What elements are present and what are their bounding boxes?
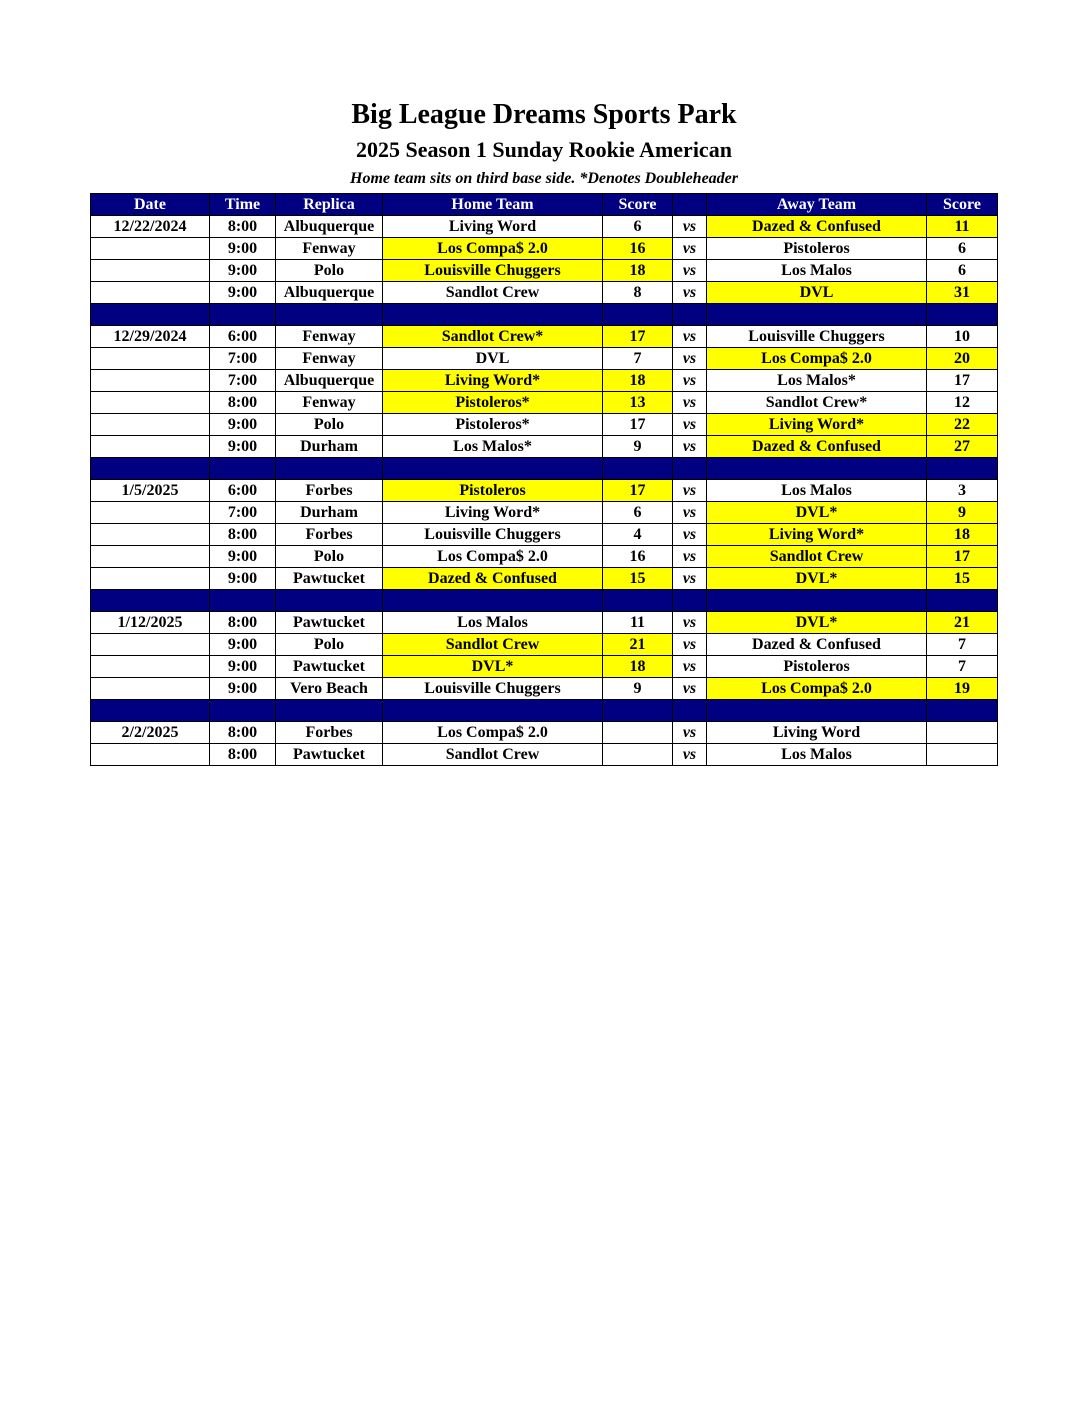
away-score-cell: 10 [927, 326, 998, 348]
table-row [91, 216, 998, 238]
home-score-cell: 13 [603, 392, 673, 414]
home-score-cell [603, 744, 673, 766]
date-cell [91, 370, 210, 392]
home-team-cell: Pistoleros* [383, 414, 603, 436]
away-score-cell: 9 [927, 502, 998, 524]
separator-cell [707, 700, 927, 722]
separator-row [91, 590, 998, 612]
separator-cell [91, 458, 210, 480]
time-cell: 9:00 [210, 656, 276, 678]
separator-cell [383, 700, 603, 722]
home-team-cell: Sandlot Crew* [383, 326, 603, 348]
time-cell: 7:00 [210, 502, 276, 524]
table-row [91, 722, 998, 744]
time-cell: 9:00 [210, 414, 276, 436]
away-team-cell: Living Word* [707, 524, 927, 546]
time-cell: 9:00 [210, 634, 276, 656]
date-cell: 12/29/2024 [91, 326, 210, 348]
vs-cell: vs [673, 546, 707, 568]
time-cell: 9:00 [210, 546, 276, 568]
table-row [91, 436, 998, 458]
separator-cell [383, 458, 603, 480]
away-team-cell: Los Malos [707, 260, 927, 282]
away-score-cell: 19 [927, 678, 998, 700]
header-home-team: Home Team [383, 194, 603, 216]
vs-cell: vs [673, 370, 707, 392]
separator-cell [210, 304, 276, 326]
separator-row [91, 304, 998, 326]
date-cell [91, 392, 210, 414]
table-row [91, 414, 998, 436]
date-cell [91, 260, 210, 282]
away-score-cell [927, 722, 998, 744]
header-replica: Replica [276, 194, 383, 216]
away-score-cell: 7 [927, 634, 998, 656]
home-score-cell: 18 [603, 656, 673, 678]
home-score-cell: 11 [603, 612, 673, 634]
table-row [91, 370, 998, 392]
date-cell [91, 568, 210, 590]
page-subtitle: 2025 Season 1 Sunday Rookie American [356, 137, 732, 162]
away-team-cell: Living Word* [707, 414, 927, 436]
separator-cell [383, 590, 603, 612]
replica-cell: Vero Beach [276, 678, 383, 700]
home-team-cell: Los Compa$ 2.0 [383, 722, 603, 744]
time-cell: 9:00 [210, 238, 276, 260]
header-away-team: Away Team [707, 194, 927, 216]
away-score-cell: 15 [927, 568, 998, 590]
home-team-cell: Sandlot Crew [383, 634, 603, 656]
date-cell [91, 524, 210, 546]
date-cell [91, 282, 210, 304]
home-score-cell: 16 [603, 546, 673, 568]
home-team-cell: Living Word* [383, 502, 603, 524]
date-cell [91, 678, 210, 700]
date-cell [91, 502, 210, 524]
separator-cell [276, 458, 383, 480]
replica-cell: Fenway [276, 392, 383, 414]
separator-cell [383, 304, 603, 326]
date-cell: 1/5/2025 [91, 480, 210, 502]
separator-cell [91, 700, 210, 722]
away-team-cell: DVL* [707, 568, 927, 590]
home-team-cell: Los Malos [383, 612, 603, 634]
away-score-cell: 21 [927, 612, 998, 634]
time-cell: 9:00 [210, 282, 276, 304]
separator-cell [276, 700, 383, 722]
home-team-cell: Living Word* [383, 370, 603, 392]
replica-cell: Durham [276, 502, 383, 524]
header-home-score: Score [603, 194, 673, 216]
away-score-cell: 6 [927, 238, 998, 260]
replica-cell: Forbes [276, 524, 383, 546]
away-score-cell: 22 [927, 414, 998, 436]
replica-cell: Pawtucket [276, 568, 383, 590]
separator-cell [603, 458, 673, 480]
vs-cell: vs [673, 480, 707, 502]
schedule-note: Home team sits on third base side. *Denotes Doubleheader [350, 170, 738, 187]
away-score-cell: 7 [927, 656, 998, 678]
away-team-cell: Los Malos [707, 480, 927, 502]
vs-cell: vs [673, 502, 707, 524]
time-cell: 8:00 [210, 722, 276, 744]
away-team-cell: Dazed & Confused [707, 634, 927, 656]
separator-cell [927, 590, 998, 612]
away-score-cell: 6 [927, 260, 998, 282]
replica-cell: Polo [276, 634, 383, 656]
table-row [91, 634, 998, 656]
replica-cell: Albuquerque [276, 216, 383, 238]
home-score-cell: 17 [603, 480, 673, 502]
away-team-cell: Los Malos* [707, 370, 927, 392]
away-team-cell: Sandlot Crew* [707, 392, 927, 414]
home-score-cell: 8 [603, 282, 673, 304]
separator-row [91, 700, 998, 722]
home-score-cell: 17 [603, 326, 673, 348]
time-cell: 8:00 [210, 216, 276, 238]
header-date: Date [91, 194, 210, 216]
header-vs [673, 194, 707, 216]
away-team-cell: Los Malos [707, 744, 927, 766]
time-cell: 9:00 [210, 436, 276, 458]
home-team-cell: Pistoleros [383, 480, 603, 502]
vs-cell: vs [673, 678, 707, 700]
separator-cell [603, 304, 673, 326]
away-team-cell: Dazed & Confused [707, 216, 927, 238]
home-score-cell: 17 [603, 414, 673, 436]
time-cell: 8:00 [210, 612, 276, 634]
vs-cell: vs [673, 634, 707, 656]
table-row [91, 282, 998, 304]
home-team-cell: Los Compa$ 2.0 [383, 546, 603, 568]
home-score-cell [603, 722, 673, 744]
time-cell: 9:00 [210, 568, 276, 590]
home-team-cell: Louisville Chuggers [383, 524, 603, 546]
table-row [91, 392, 998, 414]
home-score-cell: 4 [603, 524, 673, 546]
date-cell [91, 238, 210, 260]
table-row [91, 502, 998, 524]
date-cell: 1/12/2025 [91, 612, 210, 634]
vs-cell: vs [673, 216, 707, 238]
replica-cell: Polo [276, 414, 383, 436]
away-score-cell: 3 [927, 480, 998, 502]
vs-cell: vs [673, 348, 707, 370]
away-team-cell: Living Word [707, 722, 927, 744]
away-score-cell [927, 744, 998, 766]
replica-cell: Forbes [276, 480, 383, 502]
separator-cell [603, 700, 673, 722]
replica-cell: Albuquerque [276, 370, 383, 392]
separator-cell [673, 590, 707, 612]
table-row [91, 238, 998, 260]
vs-cell: vs [673, 524, 707, 546]
table-row [91, 348, 998, 370]
replica-cell: Pawtucket [276, 656, 383, 678]
separator-cell [210, 458, 276, 480]
table-row [91, 612, 998, 634]
date-cell [91, 414, 210, 436]
separator-cell [673, 304, 707, 326]
away-team-cell: Los Compa$ 2.0 [707, 678, 927, 700]
away-score-cell: 31 [927, 282, 998, 304]
away-team-cell: Pistoleros [707, 238, 927, 260]
vs-cell: vs [673, 326, 707, 348]
date-cell [91, 634, 210, 656]
vs-cell: vs [673, 744, 707, 766]
separator-cell [276, 590, 383, 612]
separator-cell [210, 700, 276, 722]
date-cell [91, 436, 210, 458]
home-team-cell: Sandlot Crew [383, 744, 603, 766]
table-row [91, 546, 998, 568]
separator-cell [707, 590, 927, 612]
home-score-cell: 16 [603, 238, 673, 260]
away-score-cell: 17 [927, 370, 998, 392]
date-cell [91, 546, 210, 568]
time-cell: 8:00 [210, 392, 276, 414]
vs-cell: vs [673, 722, 707, 744]
away-score-cell: 20 [927, 348, 998, 370]
time-cell: 6:00 [210, 480, 276, 502]
time-cell: 8:00 [210, 744, 276, 766]
vs-cell: vs [673, 260, 707, 282]
away-team-cell: DVL [707, 282, 927, 304]
away-score-cell: 11 [927, 216, 998, 238]
home-score-cell: 6 [603, 216, 673, 238]
separator-cell [707, 304, 927, 326]
away-score-cell: 27 [927, 436, 998, 458]
home-score-cell: 7 [603, 348, 673, 370]
separator-cell [210, 590, 276, 612]
vs-cell: vs [673, 392, 707, 414]
replica-cell: Durham [276, 436, 383, 458]
separator-cell [276, 304, 383, 326]
header-away-score: Score [927, 194, 998, 216]
home-score-cell: 18 [603, 260, 673, 282]
away-team-cell: DVL* [707, 612, 927, 634]
away-score-cell: 18 [927, 524, 998, 546]
time-cell: 9:00 [210, 678, 276, 700]
replica-cell: Polo [276, 260, 383, 282]
separator-cell [927, 304, 998, 326]
table-row [91, 656, 998, 678]
home-team-cell: DVL* [383, 656, 603, 678]
table-row [91, 524, 998, 546]
replica-cell: Forbes [276, 722, 383, 744]
replica-cell: Polo [276, 546, 383, 568]
separator-cell [91, 590, 210, 612]
date-cell: 12/22/2024 [91, 216, 210, 238]
away-score-cell: 12 [927, 392, 998, 414]
away-team-cell: Pistoleros [707, 656, 927, 678]
home-team-cell: Los Compa$ 2.0 [383, 238, 603, 260]
vs-cell: vs [673, 568, 707, 590]
home-team-cell: Dazed & Confused [383, 568, 603, 590]
vs-cell: vs [673, 282, 707, 304]
home-team-cell: Louisville Chuggers [383, 260, 603, 282]
home-score-cell: 9 [603, 436, 673, 458]
home-team-cell: DVL [383, 348, 603, 370]
vs-cell: vs [673, 612, 707, 634]
separator-cell [927, 458, 998, 480]
date-cell: 2/2/2025 [91, 722, 210, 744]
time-cell: 7:00 [210, 348, 276, 370]
away-team-cell: Sandlot Crew [707, 546, 927, 568]
page-title: Big League Dreams Sports Park [351, 99, 737, 130]
separator-row [91, 458, 998, 480]
header-time: Time [210, 194, 276, 216]
time-cell: 6:00 [210, 326, 276, 348]
replica-cell: Pawtucket [276, 744, 383, 766]
table-row [91, 678, 998, 700]
table-row [91, 568, 998, 590]
table-row [91, 480, 998, 502]
time-cell: 8:00 [210, 524, 276, 546]
home-team-cell: Sandlot Crew [383, 282, 603, 304]
time-cell: 7:00 [210, 370, 276, 392]
home-team-cell: Louisville Chuggers [383, 678, 603, 700]
schedule-table [90, 193, 998, 766]
home-score-cell: 15 [603, 568, 673, 590]
home-team-cell: Living Word [383, 216, 603, 238]
vs-cell: vs [673, 656, 707, 678]
away-team-cell: Louisville Chuggers [707, 326, 927, 348]
replica-cell: Albuquerque [276, 282, 383, 304]
replica-cell: Fenway [276, 348, 383, 370]
vs-cell: vs [673, 436, 707, 458]
home-team-cell: Pistoleros* [383, 392, 603, 414]
home-score-cell: 18 [603, 370, 673, 392]
separator-cell [927, 700, 998, 722]
separator-cell [91, 304, 210, 326]
replica-cell: Fenway [276, 326, 383, 348]
replica-cell: Pawtucket [276, 612, 383, 634]
time-cell: 9:00 [210, 260, 276, 282]
table-row [91, 260, 998, 282]
schedule-body [91, 216, 998, 766]
home-score-cell: 6 [603, 502, 673, 524]
table-row [91, 326, 998, 348]
date-cell [91, 348, 210, 370]
date-cell [91, 744, 210, 766]
header-row [91, 194, 998, 216]
away-team-cell: DVL* [707, 502, 927, 524]
vs-cell: vs [673, 414, 707, 436]
separator-cell [707, 458, 927, 480]
away-score-cell: 17 [927, 546, 998, 568]
replica-cell: Fenway [276, 238, 383, 260]
home-score-cell: 9 [603, 678, 673, 700]
away-team-cell: Los Compa$ 2.0 [707, 348, 927, 370]
separator-cell [673, 458, 707, 480]
away-team-cell: Dazed & Confused [707, 436, 927, 458]
vs-cell: vs [673, 238, 707, 260]
separator-cell [673, 700, 707, 722]
table-row [91, 744, 998, 766]
separator-cell [603, 590, 673, 612]
home-score-cell: 21 [603, 634, 673, 656]
home-team-cell: Los Malos* [383, 436, 603, 458]
date-cell [91, 656, 210, 678]
